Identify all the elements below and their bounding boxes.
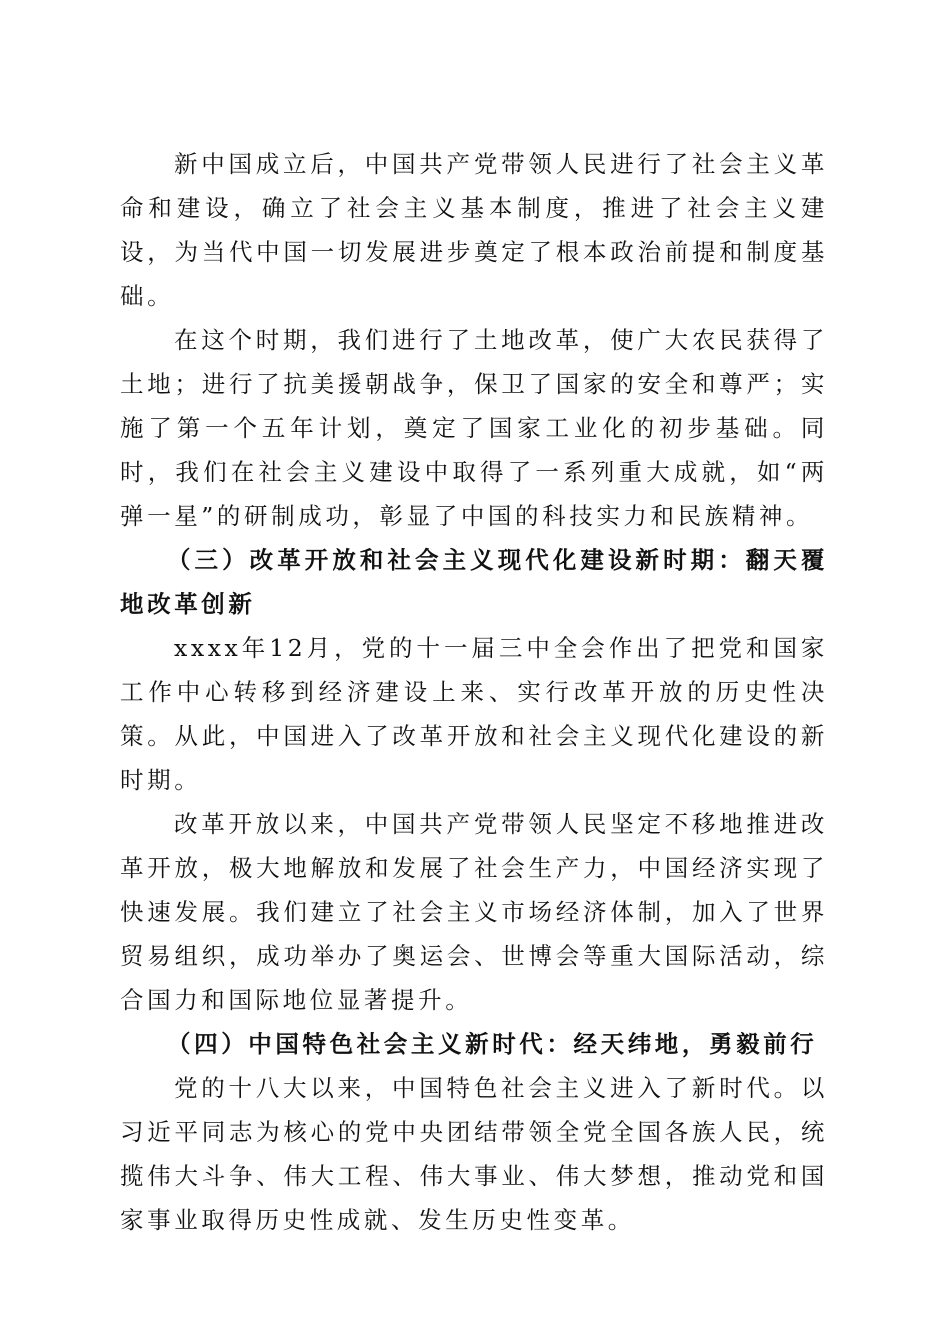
- paragraph-early-period: 在这个时期，我们进行了土地改革，使广大农民获得了土地；进行了抗美援朝战争，保卫了国家的安全和尊严；实施了第一个五年计划，奠定了国家工业化的初步基础。同时，我们在社会主义建设中取得了一系列重大成就，如“两弹一星”的研制成功，彰显了中国的科技实力和民族精神。: [120, 326, 828, 530]
- paragraph-reform-achievements: 改革开放以来，中国共产党带领人民坚定不移地推进改革开放，极大地解放和发展了社会生产力，中国经济实现了快速发展。我们建立了社会主义市场经济体制，加入了世界贸易组织，成功举办了奥运会、世博会等重大国际活动，综合国力和国际地位显著提升。: [120, 810, 828, 1014]
- section-heading-new-era: （四）中国特色社会主义新时代：经天纬地，勇毅前行: [167, 1030, 818, 1058]
- section-heading-reform-era: （三）改革开放和社会主义现代化建设新时期：翻天覆地改革创新: [120, 546, 828, 618]
- paragraph-third-plenum: xxxx年12月，党的十一届三中全会作出了把党和国家工作中心转移到经济建设上来、实行改革开放的历史性决策。从此，中国进入了改革开放和社会主义现代化建设的新时期。: [120, 634, 828, 794]
- paragraph-founding: 新中国成立后，中国共产党带领人民进行了社会主义革命和建设，确立了社会主义基本制度，推进了社会主义建设，为当代中国一切发展进步奠定了根本政治前提和制度基础。: [120, 150, 828, 310]
- paragraph-new-era: 党的十八大以来，中国特色社会主义进入了新时代。以习近平同志为核心的党中央团结带领全党全国各族人民，统揽伟大斗争、伟大工程、伟大事业、伟大梦想，推动党和国家事业取得历史性成就、发生历史性变革。: [120, 1074, 828, 1234]
- document-body: [120, 142, 828, 1242]
